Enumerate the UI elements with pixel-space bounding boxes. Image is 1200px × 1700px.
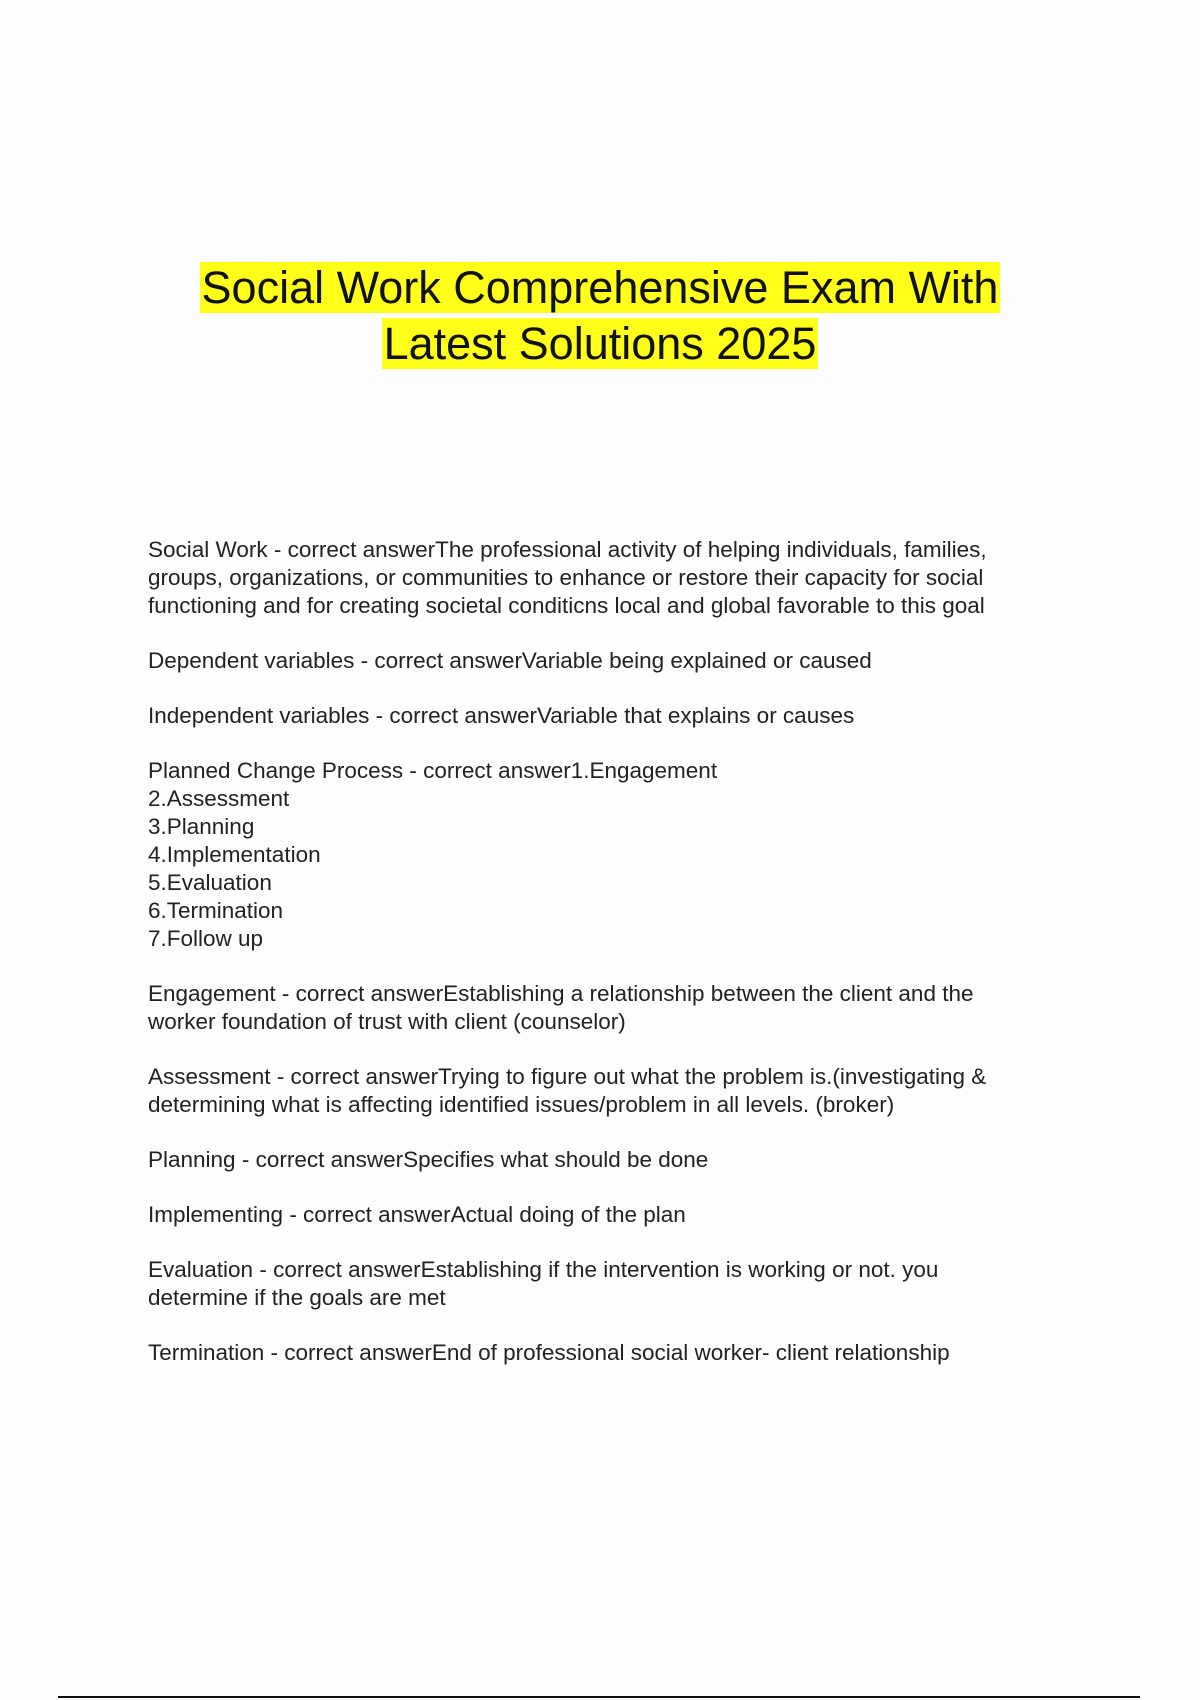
qa-list: [148, 536, 1048, 1394]
page-bottom-divider: [58, 1696, 1140, 1698]
step-item: 5.Evaluation: [148, 870, 272, 895]
entry-line: Implementing - correct answerActual doing of the plan: [148, 1202, 686, 1227]
step-item: 4.Implementation: [148, 842, 321, 867]
qa-entry-planned-change-process: [148, 757, 1048, 953]
entry-line: Planning - correct answerSpecifies what should be done: [148, 1147, 709, 1172]
step-item: 2.Assessment: [148, 786, 290, 811]
entry-line: determine if the goals are met: [148, 1285, 446, 1310]
entry-line: Termination - correct answerEnd of professional social worker- client relationship: [148, 1340, 950, 1365]
document-title: [0, 260, 1200, 372]
qa-entry-evaluation: [148, 1256, 1048, 1312]
title-line: Social Work Comprehensive Exam With: [201, 262, 999, 313]
qa-entry-engagement: [148, 980, 1048, 1036]
qa-entry-social-work: [148, 536, 1048, 620]
entry-line: Planned Change Process - correct answer1.Engagement: [148, 758, 718, 783]
entry-line: Engagement - correct answerEstablishing a relationship between the client and the: [148, 981, 974, 1006]
entry-line: Independent variables - correct answerVariable that explains or causes: [148, 703, 855, 728]
step-item: 7.Follow up: [148, 926, 264, 951]
qa-entry-independent-variables: [148, 702, 1048, 730]
entry-line: worker foundation of trust with client (counselor): [148, 1009, 626, 1034]
entry-line: Assessment - correct answerTrying to figure out what the problem is.(investigating &: [148, 1064, 987, 1089]
entry-line: functioning and for creating societal conditicns local and global favorable to this goal: [148, 593, 985, 618]
qa-entry-termination: [148, 1339, 1048, 1367]
entry-line: Social Work - correct answerThe professional activity of helping individuals, families,: [148, 537, 987, 562]
qa-entry-assessment: [148, 1063, 1048, 1119]
qa-entry-planning: [148, 1146, 1048, 1174]
qa-entry-implementing: [148, 1201, 1048, 1229]
step-item: 6.Termination: [148, 898, 284, 923]
entry-line: Evaluation - correct answerEstablishing if the intervention is working or not. you: [148, 1257, 939, 1282]
title-line: Latest Solutions 2025: [383, 318, 817, 369]
entry-line: Dependent variables - correct answerVariable being explained or caused: [148, 648, 872, 673]
entry-line: groups, organizations, or communities to enhance or restore their capacity for social: [148, 565, 984, 590]
entry-line: determining what is affecting identified issues/problem in all levels. (broker): [148, 1092, 895, 1117]
step-item: 3.Planning: [148, 814, 255, 839]
qa-entry-dependent-variables: [148, 647, 1048, 675]
